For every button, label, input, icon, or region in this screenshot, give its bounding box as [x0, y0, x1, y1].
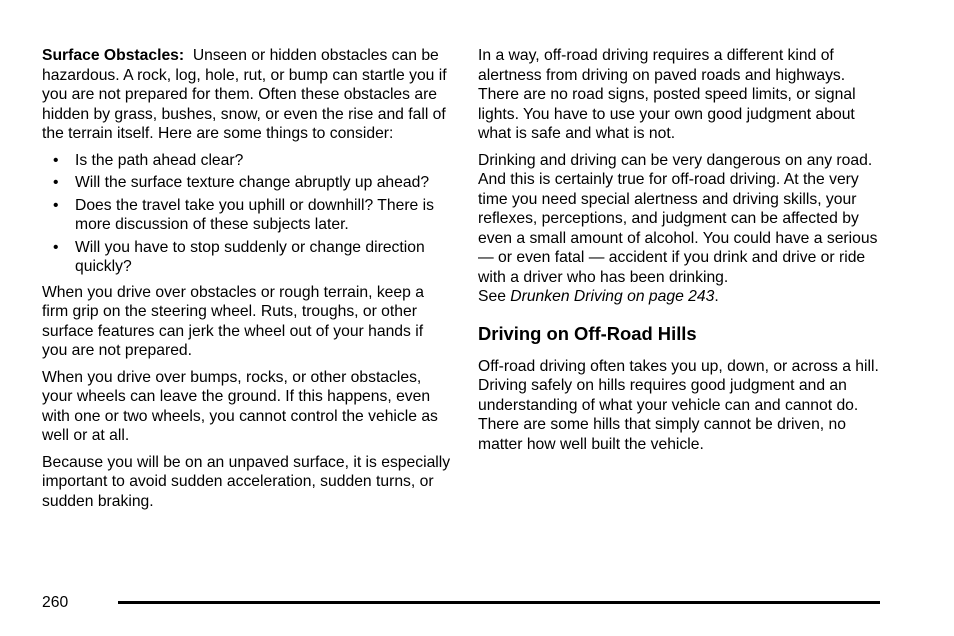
- footer-rule: [118, 601, 880, 604]
- hills-paragraph: Off-road driving often takes you up, down, or across a hill. Driving safely on hills requires good judgment and an understanding of what your vehicle can and cannot do. There are some hills that simply cannot be driven, no matter how well built the vehicle.: [478, 357, 879, 453]
- drinking-paragraph: [478, 151, 888, 307]
- considerations-list: [42, 151, 452, 277]
- surface-obstacles-lead: Surface Obstacles:: [42, 47, 185, 64]
- bumps-paragraph: When you drive over bumps, rocks, or other obstacles, your wheels can leave the ground. If this happens, even with one or two wheels, you cannot control the vehicle as well or at all.: [42, 368, 438, 444]
- list-item: • Is the path ahead clear?: [42, 151, 452, 171]
- list-item: • Will the surface texture change abruptly up ahead?: [42, 173, 452, 193]
- left-column: [42, 46, 452, 518]
- drunken-driving-reference: Drunken Driving on page 243: [510, 288, 715, 305]
- section-heading-hills: Driving on Off-Road Hills: [478, 322, 697, 344]
- drinking-text: Drinking and driving can be very dangerous on any road. And this is certainly true for off-road driving. At the very time you need special alertness and driving skills, your reflexes, perceptions, and judgment can be affected by even a small amount of alcohol. You could have a serious — or even fatal — accident if you drink and drive or ride with a driver who has been drinking.: [478, 151, 878, 286]
- unpaved-surface-paragraph: Because you will be on an unpaved surface, it is especially important to avoid sudden acceleration, sudden turns, or sudden braking.: [42, 453, 451, 510]
- see-prefix: See: [478, 288, 506, 305]
- surface-obstacles-paragraph: [42, 46, 452, 144]
- alertness-paragraph: In a way, off-road driving requires a different kind of alertness from driving on paved roads and highways. There are no road signs, posted speed limits, or signal lights. You have to use your own good judgment about what is safe and what is not.: [478, 47, 856, 142]
- right-column: [478, 46, 888, 461]
- firm-grip-paragraph: When you drive over obstacles or rough terrain, keep a firm grip on the steering wheel. Ruts, troughs, or other surface features can jerk the wheel out of your hands if you are not prepared.: [42, 283, 424, 359]
- list-item: • Does the travel take you uphill or downhill? There is more discussion of these subjects later.: [42, 196, 452, 235]
- list-item: • Will you have to stop suddenly or change direction quickly?: [42, 238, 452, 277]
- see-suffix: .: [714, 288, 719, 305]
- surface-obstacles-text: Unseen or hidden obstacles can be hazardous. A rock, log, hole, rut, or bump can startle you if you are not prepared for them. Often these obstacles are hidden by grass, bushes, snow, or even the rise and fall of the terrain itself. Here are some things to consider:: [42, 47, 447, 142]
- page-number: 260: [42, 594, 69, 611]
